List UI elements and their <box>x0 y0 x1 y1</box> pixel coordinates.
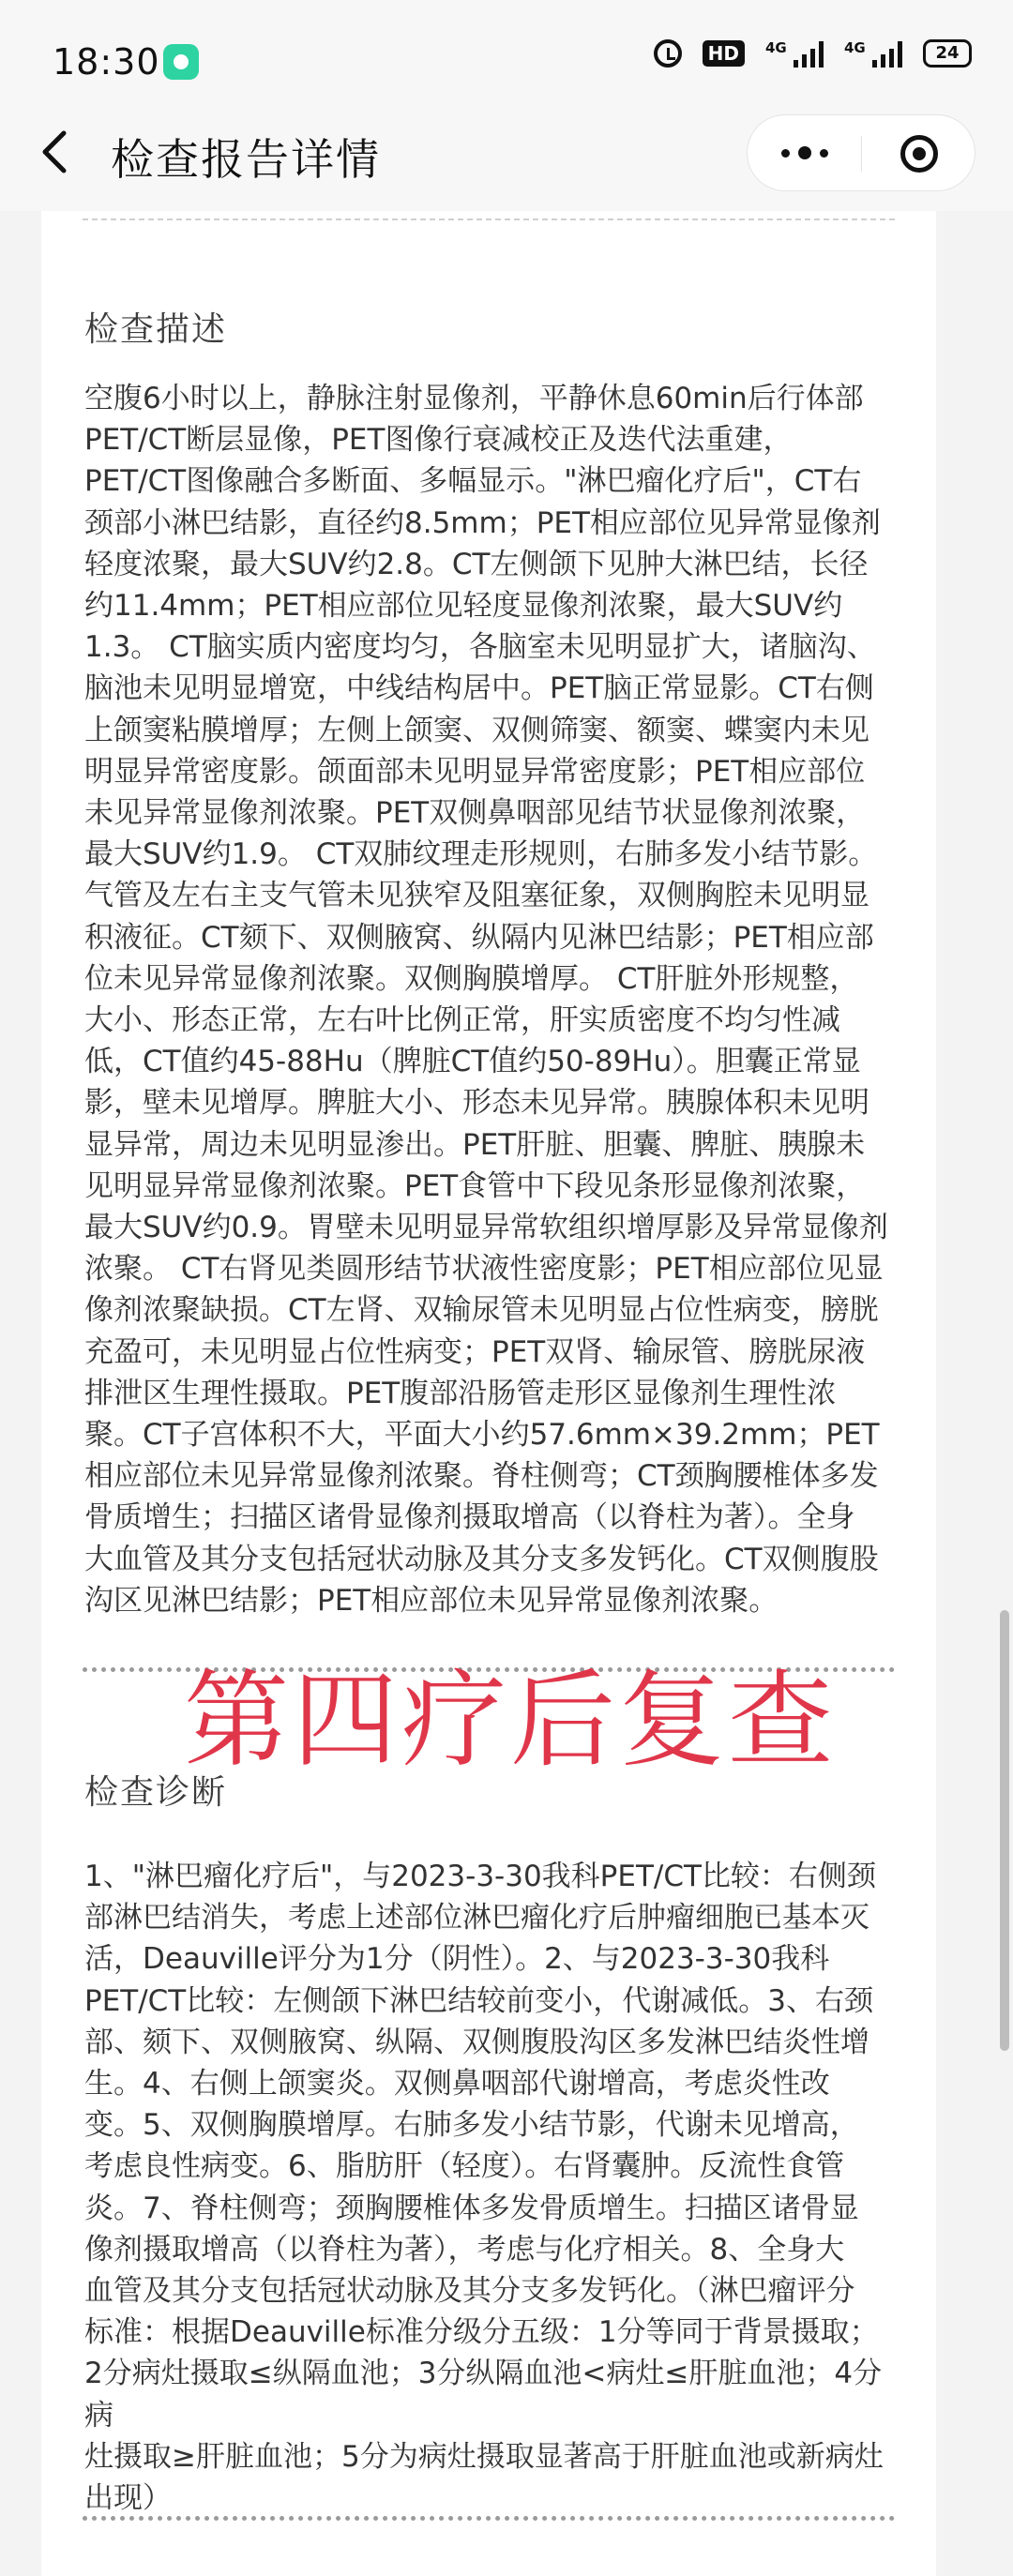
top-divider <box>83 218 895 220</box>
report-card <box>41 211 936 2576</box>
status-bar <box>0 0 1013 122</box>
battery-icon: 24 <box>923 39 972 68</box>
more-icon[interactable] <box>776 134 834 172</box>
status-time: 18:30 <box>53 41 160 83</box>
signal-2-icon <box>844 39 902 68</box>
capsule-divider <box>861 136 862 172</box>
diagnosis-title: 检查诊断 <box>84 1773 228 1812</box>
signal-2-label: 4G <box>844 39 866 56</box>
handwritten-note: 第四疗后复查 <box>184 1660 837 1782</box>
mini-program-capsule <box>747 114 975 191</box>
description-text: 空腹6小时以上，静脉注射显像剂，平静休息60min后行体部 PET/CT断层显像，PET图像行衰减校正及迭代法重建， PET/CT图像融合多断面、多幅显示。"淋巴瘤化疗后"，CT右 颈部小淋巴结影，直径约8.5mm；PET相应部位见异常显像剂 轻度浓聚，最大SUV约2.8。CT左侧颌下见肿大淋巴结，长径 约11.4mm；PET相应部位见轻度显像剂浓聚，最大SUV约 1.3。 CT脑实质内密度均匀，各脑室未见明显扩大，诸脑沟、 脑池未见明显增宽，中线结构居中。PET脑正常显影。CT右侧 上颌窦粘膜增厚；左侧上颌窦、双侧筛窦、额窦、蝶窦内未见 明显异常密度影。颌面部未见明显异常密度影；PET相应部位 未见异常显像剂浓聚。PET双侧鼻咽部见结节状显像剂浓聚， 最大SUV约1.9。 CT双肺纹理走形规则，右肺多发小结节影。 气管及左右主支气管未见狭窄及阻塞征象，双侧胸腔未见明显 积液征。CT颏下、双侧腋窝、纵隔内见淋巴结影；PET相应部 位未见异常显像剂浓聚。双侧胸膜增厚。 CT肝脏外形规整， 大小、形态正常，左右叶比例正常，肝实质密度不均匀性减 低，CT值约45-88Hu（脾脏CT值约50-89Hu）。胆囊正常显 影，壁未见增厚。脾脏大小、形态未见异常。胰腺体积未见明 显异常，周边未见明显渗出。PET肝脏、胆囊、脾脏、胰腺未 见明显异常显像剂浓聚。PET食管中下段见条形显像剂浓聚， 最大SUV约0.9。胃壁未见明显异常软组织增厚影及异常显像剂 浓聚。 CT右肾见类圆形结节状液性密度影；PET相应部位见显 像剂浓聚缺损。CT左肾、双输尿管未见明显占位性病变，膀胱 充盈可，未见明显占位性病变；PET双肾、输尿管、膀胱尿液 排泄区生理性摄取。PET腹部沿肠管走形区显像剂生理性浓 聚。CT子宫体积不大，平面大小约57.6mm×39.2mm；PET 相应部位未见异常显像剂浓聚。脊柱侧弯；CT颈胸腰椎体多发 骨质增生；扫描区诸骨显像剂摄取增高（以脊柱为著）。全身 大血管及其分支包括冠状动脉及其分支多发钙化。CT双侧腹股 沟区见淋巴结影；PET相应部位未见异常显像剂浓聚。 <box>84 382 888 1618</box>
scrollbar[interactable] <box>1000 1610 1009 2051</box>
alarm-icon <box>654 39 682 68</box>
signal-1-icon <box>765 39 824 68</box>
back-arrow-icon[interactable] <box>36 129 73 174</box>
page-title: 检查报告详情 <box>111 134 381 185</box>
signal-1-label: 4G <box>765 39 787 56</box>
hd-icon: HD <box>703 40 745 67</box>
diagnosis-text: 1、"淋巴瘤化疗后"，与2023-3-30我科PET/CT比较：右侧颈 部淋巴结消失，考虑上述部位淋巴瘤化疗后肿瘤细胞已基本灭 活，Deauville评分为1分（阴性）。2、与2023-3-30我科 PET/CT比较：左侧颌下淋巴结较前变小，代谢减低。3、右颈 部、颏下、双侧腋窝、纵隔、双侧腹股沟区多发淋巴结炎性增 生。4、右侧上颌窦炎。双侧鼻咽部代谢增高，考虑炎性改 变。5、双侧胸膜增厚。右肺多发小结节影，代谢未见增高， 考虑良性病变。6、脂肪肝（轻度）。右肾囊肿。反流性食管 炎。7、脊柱侧弯；颈胸腰椎体多发骨质增生。扫描区诸骨显 像剂摄取增高（以脊柱为著），考虑与化疗相关。8、全身大 血管及其分支包括冠状动脉及其分支多发钙化。（淋巴瘤评分 标准：根据Deauville标准分级分五级：1分等同于背景摄取； 2分病灶摄取≤纵隔血池；3分纵隔血池<病灶≤肝脏血池；4分病 灶摄取≥肝脏血池；5分为病灶摄取显著高于肝脏血池或新病灶 出现） <box>84 1860 884 2516</box>
app-notification-icon <box>163 44 199 80</box>
close-mini-program-icon[interactable] <box>900 135 938 173</box>
description-title: 检查描述 <box>84 310 228 349</box>
bottom-divider <box>83 2516 895 2521</box>
status-icons <box>654 39 972 68</box>
